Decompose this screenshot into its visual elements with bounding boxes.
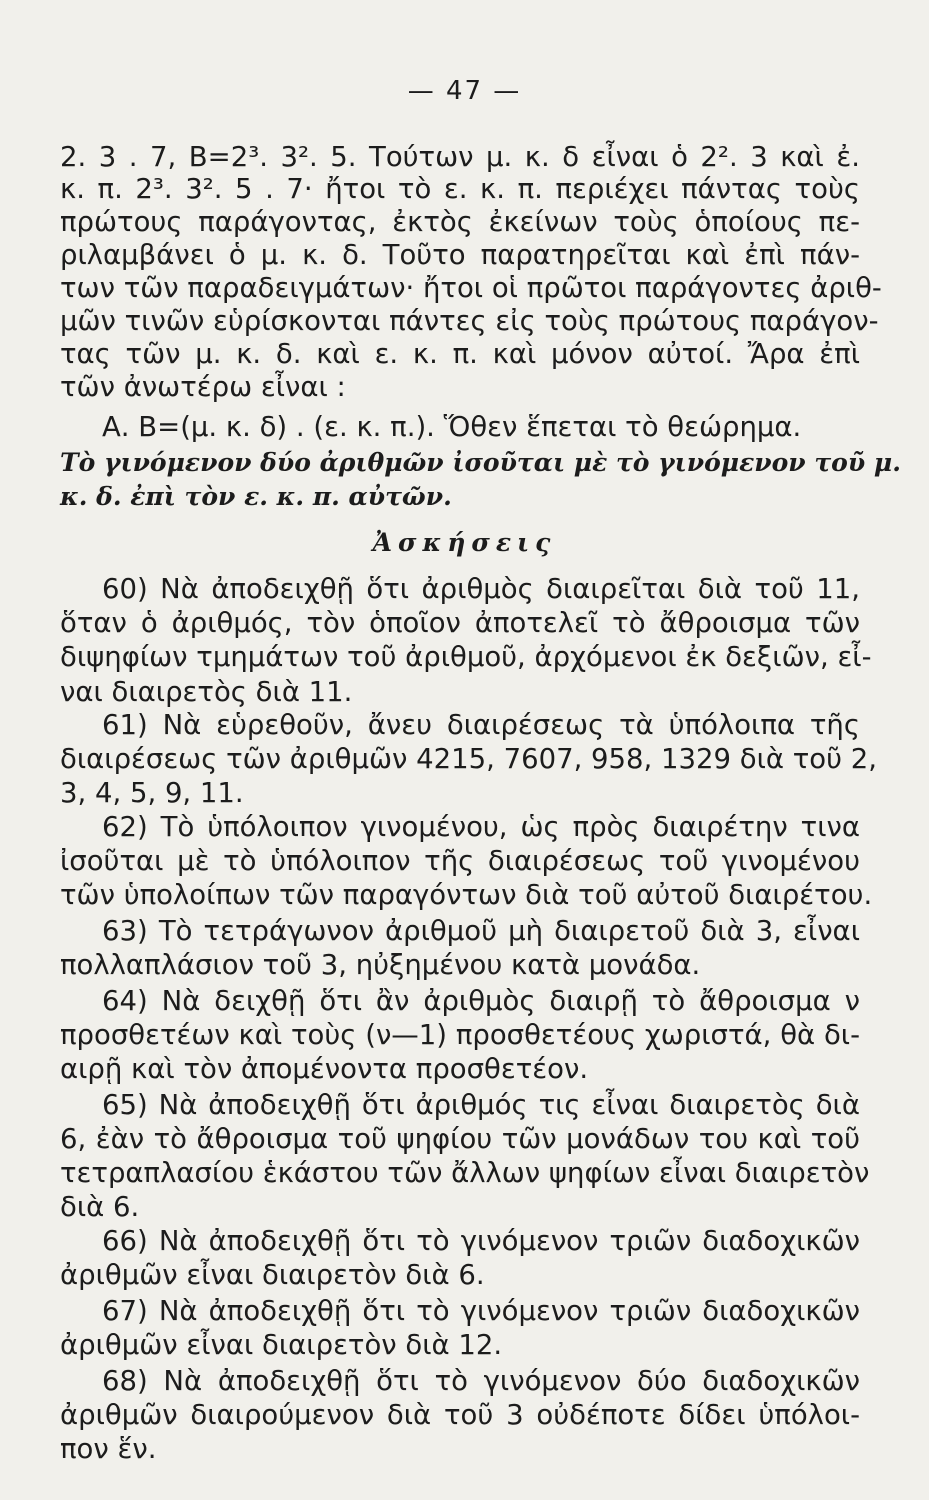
exercise-line: προσθετέων καὶ τοὺς (ν—1) προσθετέους χωριστά, θὰ δι- [60,1019,860,1051]
section-heading: Ἀσκήσεις [372,528,557,557]
text-line: 2. 3 . 7, Β=2³. 3². 5. Τούτων μ. κ. δ εἶναι ὁ 2². 3 καὶ ἐ. [60,141,860,173]
exercise-line: ἀριθμῶν εἶναι διαιρετὸν διὰ 12. [60,1329,503,1361]
exercise-line: 64) Νὰ δειχθῇ ὅτι ἂν ἀριθμὸς διαιρῇ τὸ ἄθροισμα ν [102,985,860,1017]
exercise-line: πολλαπλάσιον τοῦ 3, ηὐξημένου κατὰ μονάδα. [60,949,701,981]
text-line: μῶν τινῶν εὑρίσκονται πάντες εἰς τοὺς πρώτους παράγον- [60,305,879,337]
theorem-line: κ. δ. ἐπὶ τὸν ε. κ. π. αὐτῶν. [60,482,452,511]
text-line: Α. Β=(μ. κ. δ) . (ε. κ. π.). Ὅθεν ἕπεται τὸ θεώρημα. [102,411,802,443]
exercise-line: τετραπλασίου ἑκάστου τῶν ἄλλων ψηφίων εἶναι διαιρετὸν [60,1157,870,1189]
text-line: κ. π. 2³. 3². 5 . 7· ἤτοι τὸ ε. κ. π. περιέχει πάντας τοὺς [60,173,860,205]
text-line: τας τῶν μ. κ. δ. καὶ ε. κ. π. καὶ μόνον αὐτοί. Ἄρα ἐπὶ [60,338,860,370]
exercise-line: ἀριθμῶν εἶναι διαιρετὸν διὰ 6. [60,1259,485,1291]
exercise-line: 65) Νὰ ἀποδειχθῇ ὅτι ἀριθμός τις εἶναι διαιρετὸς διὰ [102,1089,860,1121]
page-number: — 47 — [407,76,522,106]
theorem-line: Τὸ γινόμενον δύο ἀριθμῶν ἰσοῦται μὲ τὸ γινόμενον τοῦ μ. [60,448,901,477]
exercise-line: πον ἕν. [60,1433,157,1465]
exercise-line: διψηφίων τμημάτων τοῦ ἀριθμοῦ, ἀρχόμενοι ἐκ δεξιῶν, εἶ- [60,641,872,673]
exercise-line: διαιρέσεως τῶν ἀριθμῶν 4215, 7607, 958, 1329 διὰ τοῦ 2, [60,743,878,775]
exercise-line: 68) Νὰ ἀποδειχθῇ ὅτι τὸ γινόμενον δύο διαδοχικῶν [102,1365,860,1397]
exercise-line: 61) Νὰ εὑρεθοῦν, ἄνευ διαιρέσεως τὰ ὑπόλοιπα τῆς [102,709,860,741]
exercise-line: ὅταν ὁ ἀριθμός, τὸν ὁποῖον ἀποτελεῖ τὸ ἄθροισμα τῶν [60,607,860,639]
exercise-line: ναι διαιρετὸς διὰ 11. [60,676,353,708]
exercise-line: 67) Νὰ ἀποδειχθῇ ὅτι τὸ γινόμενον τριῶν διαδοχικῶν [102,1295,860,1327]
exercise-line: ἰσοῦται μὲ τὸ ὑπόλοιπον τῆς διαιρέσεως τοῦ γινομένου [60,845,860,877]
exercise-line: 60) Νὰ ἀποδειχθῇ ὅτι ἀριθμὸς διαιρεῖται διὰ τοῦ 11, [102,573,860,605]
exercise-line: 62) Τὸ ὑπόλοιπον γινομένου, ὡς πρὸς διαιρέτην τινα [102,811,860,843]
exercise-line: 6, ἐὰν τὸ ἄθροισμα τοῦ ψηφίου τῶν μονάδων του καὶ τοῦ [60,1123,860,1155]
exercise-line: 3, 4, 5, 9, 11. [60,777,244,809]
exercise-line: 63) Τὸ τετράγωνον ἀριθμοῦ μὴ διαιρετοῦ διὰ 3, εἶναι [102,915,860,947]
exercise-line: ἀριθμῶν διαιρούμενον διὰ τοῦ 3 οὐδέποτε δίδει ὑπόλοι- [60,1399,860,1431]
exercise-line: αιρῇ καὶ τὸν ἀπομένοντα προσθετέον. [60,1053,589,1085]
exercise-line: διὰ 6. [60,1191,140,1223]
text-line: των τῶν παραδειγμάτων· ἤτοι οἱ πρῶτοι παράγοντες ἀριθ- [60,272,882,304]
exercise-line: τῶν ὑπολοίπων τῶν παραγόντων διὰ τοῦ αὐτοῦ διαιρέτου. [60,879,873,911]
exercise-line: 66) Νὰ ἀποδειχθῇ ὅτι τὸ γινόμενον τριῶν διαδοχικῶν [102,1225,860,1257]
text-line: πρώτους παράγοντας, ἐκτὸς ἐκείνων τοὺς ὁποίους πε- [60,206,860,238]
text-line: ριλαμβάνει ὁ μ. κ. δ. Τοῦτο παρατηρεῖται καὶ ἐπὶ πάν- [60,239,860,271]
text-line: τῶν ἀνωτέρω εἶναι : [60,371,346,403]
